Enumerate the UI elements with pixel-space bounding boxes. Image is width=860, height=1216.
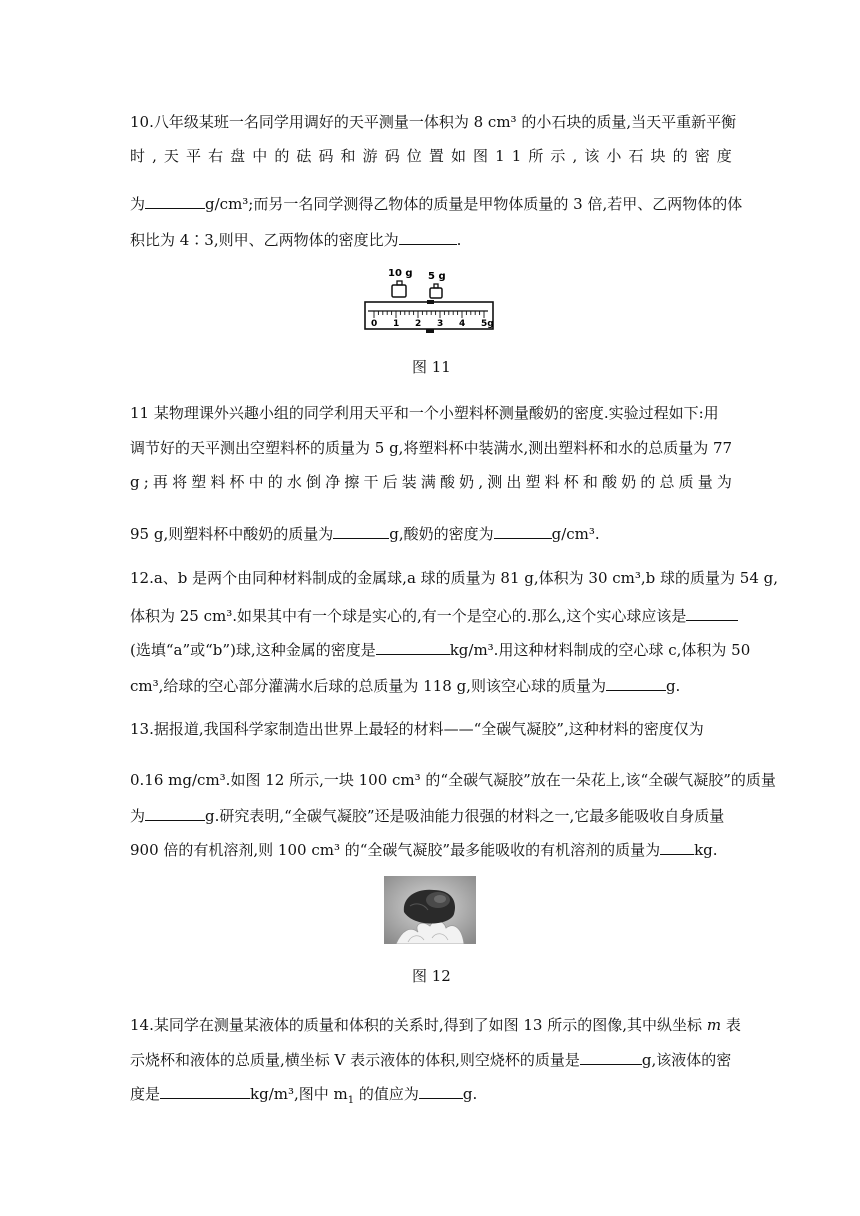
spaced-char: 块 (650, 147, 666, 165)
q12-line-4: cm³,给球的空心部分灌满水后球的总质量为 118 g,则该空心球的质量为 g. (130, 674, 680, 696)
spaced-char: 满 (420, 473, 436, 491)
spaced-char: 为 (716, 473, 732, 491)
answer-blank[interactable] (580, 1048, 642, 1065)
q14-line-2: 示烧杯和液体的总质量,横坐标 V 表示液体的体积,则空烧杯的质量是 g,该液体的密 (130, 1048, 731, 1070)
q13-line-4: 900 倍的有机溶剂,则 100 cm³ 的“全碳气凝胶”最多能吸收的有机溶剂的质量为 kg. (130, 838, 718, 860)
spaced-char: 中 (252, 147, 268, 165)
spaced-char: , (478, 473, 484, 491)
spaced-char: 和 (582, 473, 598, 491)
figure-12-aerogel-photo (384, 876, 476, 944)
spaced-char: 石 (628, 147, 644, 165)
spaced-char: 码 (384, 147, 400, 165)
spaced-char: 平 (186, 147, 202, 165)
spaced-char: 质 (678, 473, 694, 491)
spaced-char: 游 (362, 147, 378, 165)
scale-number: 4 (459, 319, 466, 329)
scale-number: 0 (371, 319, 378, 329)
scale-number: 3 (437, 319, 444, 329)
answer-blank[interactable] (399, 228, 457, 245)
spaced-char: 位 (406, 147, 422, 165)
spaced-char: 酸 (440, 473, 456, 491)
spaced-char: 该 (584, 147, 600, 165)
spaced-char: 出 (506, 473, 522, 491)
spaced-char: 的 (640, 473, 656, 491)
rider-bottom (426, 329, 434, 333)
spaced-char: 图 (473, 147, 489, 165)
answer-blank[interactable] (160, 1082, 250, 1099)
spaced-char: 杯 (229, 473, 245, 491)
weight-5g-icon (430, 288, 442, 298)
answer-blank[interactable] (686, 604, 738, 621)
q10-line-1: 10.八年级某班一名同学用调好的天平测量一体积为 8 cm³ 的小石块的质量,当天平重新平衡 (130, 113, 737, 131)
q12-line-1: 12.a、b 是两个由同种材料制成的金属球,a 球的质量为 81 g,体积为 30 cm³,b 球的质量为 54 g, (130, 569, 779, 587)
spaced-char: 盘 (230, 147, 246, 165)
spaced-char: 右 (208, 147, 224, 165)
q12-line-2: 体积为 25 cm³.如果其中有一个球是实心的,有一个是空心的.那么,这个实心球应该是 (130, 604, 738, 626)
spaced-char: 奶 (459, 473, 475, 491)
q14-line-3: 度是 kg/m³,图中 $m_1$ 的值应为 g. (130, 1082, 477, 1104)
spaced-char: 净 (325, 473, 341, 491)
scale-number: 1 (393, 319, 400, 329)
spaced-char: 干 (363, 473, 379, 491)
spaced-char: 1 (511, 147, 522, 165)
figure-12-caption: 图 12 (412, 967, 451, 985)
spaced-char: 置 (428, 147, 444, 165)
spaced-char: 擦 (344, 473, 360, 491)
q11-line-4: 95 g,则塑料杯中酸奶的质量为 g,酸奶的密度为 g/cm³. (130, 522, 600, 544)
spaced-char: 中 (248, 473, 264, 491)
weight-10g-icon (392, 285, 406, 297)
answer-blank[interactable] (145, 804, 205, 821)
answer-blank[interactable] (376, 638, 450, 655)
scale-ticks (374, 311, 484, 318)
q13-line-1: 13.据报道,我国科学家制造出世界上最轻的材料——“全碳气凝胶”,这种材料的密度仅为 (130, 720, 704, 738)
spaced-char: 的 (274, 147, 290, 165)
spaced-char: 示 (550, 147, 566, 165)
q11-line-3 (130, 472, 732, 492)
spaced-char: 所 (528, 147, 544, 165)
spaced-char: 水 (286, 473, 302, 491)
spaced-char: 酸 (602, 473, 618, 491)
spaced-char: 如 (450, 147, 466, 165)
spaced-char: 的 (267, 473, 283, 491)
q14-line-1: 14.某同学在测量某液体的质量和体积的关系时,得到了如图 13 所示的图像,其中纵坐标 m 表 (130, 1016, 741, 1034)
spaced-char: 码 (318, 147, 334, 165)
answer-blank[interactable] (660, 838, 694, 855)
spaced-char: 塑 (191, 473, 207, 491)
spaced-char: 料 (544, 473, 560, 491)
figure-11-balance-scale (360, 262, 500, 338)
spaced-char: 密 (694, 147, 710, 165)
q10-line-4: 积比为 4∶3,则甲、乙两物体的密度比为 . (130, 228, 461, 250)
spaced-char: 天 (163, 147, 179, 165)
spaced-char: 倒 (306, 473, 322, 491)
spaced-char: 量 (697, 473, 713, 491)
q10-line-2 (130, 146, 732, 166)
rider-top (427, 300, 434, 304)
spaced-char: 砝 (296, 147, 312, 165)
answer-blank[interactable] (145, 192, 205, 209)
beam-scale (365, 302, 493, 329)
scale-numbers (371, 319, 494, 329)
q11-line-2: 调节好的天平测出空塑料杯的质量为 5 g,将塑料杯中装满水,测出塑料杯和水的总质量为 77 (130, 439, 733, 457)
weight-5g-label: 5 g (428, 271, 446, 282)
spaced-char: 总 (659, 473, 675, 491)
spaced-char: 奶 (621, 473, 637, 491)
q12-line-3: (选填“a”或“b”)球,这种金属的密度是 kg/m³.用这种材料制成的空心球 c,体积为 50 (130, 638, 750, 660)
spaced-char: 装 (401, 473, 417, 491)
answer-blank[interactable] (606, 674, 666, 691)
spaced-char: 和 (340, 147, 356, 165)
spaced-char: 后 (382, 473, 398, 491)
spaced-char: 度 (716, 147, 732, 165)
scale-number: 5g (481, 319, 494, 329)
q13-line-3: 为 g.研究表明,“全碳气凝胶”还是吸油能力很强的材料之一,它最多能吸收自身质量 (130, 804, 724, 826)
q11-line-1: 11 某物理课外兴趣小组的同学利用天平和一个小塑料杯测量酸奶的密度.实验过程如下:用 (130, 404, 719, 422)
spaced-char: 测 (487, 473, 503, 491)
spaced-char: 1 (495, 147, 505, 165)
spaced-char: 时 (130, 147, 146, 165)
answer-blank[interactable] (494, 522, 552, 539)
spaced-char: g (130, 473, 140, 491)
spaced-char: ; (143, 473, 149, 491)
spaced-char: 小 (606, 147, 622, 165)
weight-10g-label: 10 g (388, 268, 413, 279)
answer-blank[interactable] (333, 522, 389, 539)
spaced-char: 杯 (563, 473, 579, 491)
spaced-char: , (572, 147, 578, 165)
q13-line-2: 0.16 mg/cm³.如图 12 所示,一块 100 cm³ 的“全碳气凝胶”放在一朵花上,该“全碳气凝胶”的质量 (130, 771, 776, 789)
spaced-char: 再 (152, 473, 168, 491)
spaced-char: 塑 (525, 473, 541, 491)
spaced-char: 料 (210, 473, 226, 491)
spaced-char: 的 (672, 147, 688, 165)
q10-line-3: 为 g/cm³;而另一名同学测得乙物体的质量是甲物体质量的 3 倍,若甲、乙两物体的体 (130, 192, 742, 214)
scale-number: 2 (415, 319, 422, 329)
spaced-char: , (152, 147, 157, 165)
spaced-char: 将 (172, 473, 188, 491)
figure-11-caption: 图 11 (412, 358, 451, 376)
answer-blank[interactable] (419, 1082, 463, 1099)
